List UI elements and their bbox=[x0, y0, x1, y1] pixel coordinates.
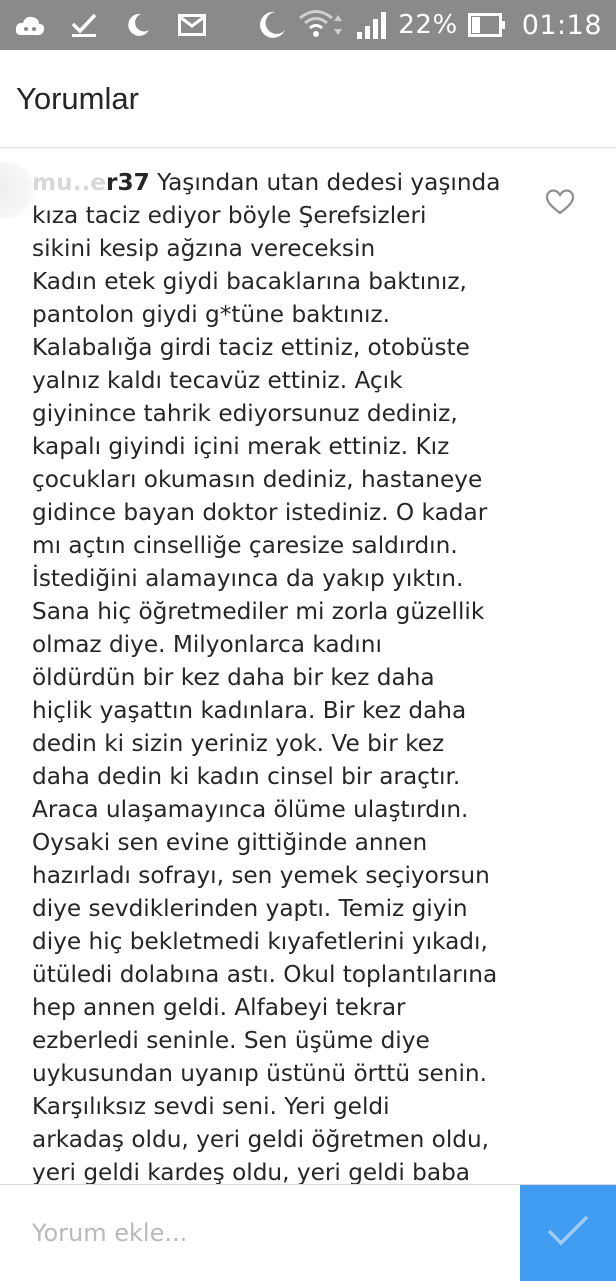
avatar[interactable] bbox=[0, 162, 34, 218]
comment-body bbox=[32, 166, 532, 1184]
username-visible-part: r37 bbox=[106, 169, 150, 196]
status-bar-system bbox=[256, 9, 602, 41]
app-bar bbox=[0, 50, 616, 148]
mail-icon bbox=[176, 9, 208, 41]
comment-username[interactable] bbox=[32, 169, 150, 196]
comment-input[interactable] bbox=[0, 1185, 520, 1280]
username-faded-part: mu..e bbox=[32, 169, 107, 196]
checkmark-icon bbox=[546, 1214, 590, 1252]
page-title: Yorumlar bbox=[16, 80, 139, 116]
comments-list[interactable] bbox=[0, 150, 616, 1184]
comment-text: Yaşından utan dedesi yaşında kıza taciz ediyor böyle Şerefsizleri sikini kesip ağzına vereceksin Kadın etek giydi bacaklarına baktınız, pantolon giydi g*tüne baktınız. Kalabalığa girdi taciz ettiniz, otobüste yalnız kaldı tecavüz ettiniz. Açık giyinince tahrik ediyorsunuz dediniz, kapalı giyindi içini merak ettiniz. Kız çocukları okumasın dediniz, hastaneye gidince bayan doktor istediniz. O kadar mı açtın cinselliğe çaresize saldırdın. İstediğini alamayınca da yakıp yıktın. Sana hiç öğretmediler mi zorla güzellik olmaz diye. Milyonlarca kadını öldürdün bir kez daha bir kez daha hiçlik yaşattın kadınlara. Bir kez daha dedin ki sizin yeriniz yok. Ve bir kez daha dedin ki kadın cinsel bir araçtır. Araca ulaşamayınca ölüme ulaştırdın. Oysaki sen evine gittiğinde annen hazırladı sofrayı, sen yemek seçiyorsun diye sevdiklerinden yaptı. Temiz giyin diye hiç bekletmedi kıyafetlerini yıkadı, ütüledi dolabına astı. Okul toplantılarına hep annen geldi. Alfabeyi tekrar ezberledi seninle. Sen üşüme diye uykusundan uyanıp üstünü örttü senin. Karşılıksız sevdi seni. Yeri geldi arkadaş oldu, yeri geldi öğretmen oldu, yeri geldi kardeş oldu, yeri geldi baba bbox=[32, 169, 501, 1184]
status-bar-notifications bbox=[14, 9, 208, 41]
signal-icon bbox=[356, 9, 388, 41]
moon-icon bbox=[122, 9, 154, 41]
heart-outline-icon[interactable] bbox=[545, 188, 575, 216]
battery-icon bbox=[468, 9, 506, 41]
wifi-icon bbox=[298, 9, 346, 41]
status-bar bbox=[0, 0, 616, 50]
moon-icon bbox=[256, 9, 288, 41]
check-icon bbox=[68, 9, 100, 41]
cloud-face-icon bbox=[14, 9, 46, 41]
battery-percent: 22% bbox=[398, 10, 458, 40]
clock: 01:18 bbox=[521, 9, 602, 41]
send-button[interactable] bbox=[520, 1185, 616, 1281]
comment-composer bbox=[0, 1184, 616, 1280]
